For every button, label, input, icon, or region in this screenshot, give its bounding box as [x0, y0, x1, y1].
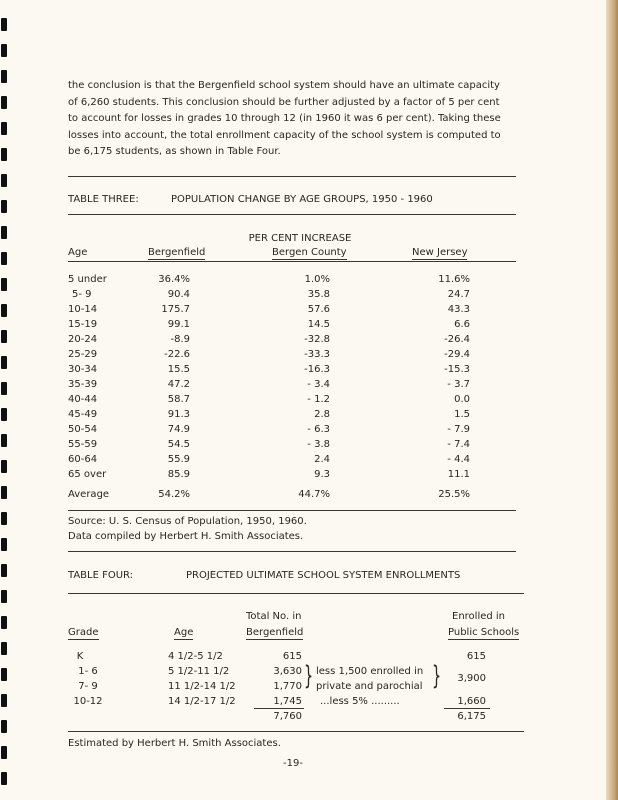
table-row-county: 2.8 — [314, 409, 330, 420]
table-row-nj: 1.5 — [454, 409, 470, 420]
intro-line: losses into account, the total enrollment capacity of the school system is computed to — [68, 129, 501, 141]
table-row-county: 1.0% — [304, 274, 330, 285]
table-row-nj: - 3.7 — [447, 379, 470, 390]
table-three-label: TABLE THREE: — [68, 194, 139, 205]
row-grade: 1- 6 — [78, 666, 98, 677]
table-row-bergenfield: 99.1 — [167, 319, 190, 330]
sum-rule — [254, 708, 304, 709]
divider — [68, 551, 516, 552]
row-total: 1,770 — [273, 681, 302, 692]
table-row-nj: - 7.4 — [447, 439, 470, 450]
table-row-age: 40-44 — [68, 394, 98, 405]
divider — [68, 731, 524, 732]
private-note-line1: less 1,500 enrolled in — [316, 666, 424, 677]
row-grade: K — [76, 651, 84, 662]
table-row-county: 14.5 — [307, 319, 330, 330]
col-header-bergenfield-text: Bergenfield — [148, 247, 206, 258]
col-header-grade — [68, 626, 99, 639]
table-row-bergenfield: 74.9 — [167, 424, 190, 435]
table-row-bergenfield: 36.4% — [158, 274, 190, 285]
per-cent-increase-header: PER CENT INCREASE — [248, 233, 352, 244]
intro-paragraph — [68, 78, 528, 161]
table-row-county: - 3.4 — [307, 379, 330, 390]
col-header-bergen-county-text: Bergen County — [272, 247, 347, 258]
row-enrolled: 1,660 — [457, 696, 486, 707]
table-row-bergenfield: 85.9 — [167, 469, 190, 480]
table-row-bergenfield: 15.5 — [167, 364, 190, 375]
col-header-enrolled-line2-text: Public Schools — [448, 627, 520, 638]
col-header-age-text: Age — [174, 627, 194, 638]
table-row-age: 25-29 — [68, 349, 98, 360]
table-row-nj: - 4.4 — [447, 454, 470, 465]
row-age: 14 1/2-17 1/2 — [168, 696, 236, 707]
loss-note: ...less 5% ......... — [320, 696, 400, 707]
average-row-label: Average — [68, 489, 110, 500]
combined-enrolled: 3,900 — [457, 673, 486, 684]
table-row-age: 30-34 — [68, 364, 98, 375]
col-header-total-line1: Total No. in — [246, 611, 302, 622]
table-row-nj: - 7.9 — [447, 424, 470, 435]
col-header-bergenfield — [148, 246, 205, 259]
table-row-county: - 6.3 — [307, 424, 330, 435]
table-row-county: - 1.2 — [307, 394, 330, 405]
table-row-county: -33.3 — [304, 349, 330, 360]
page-number: -19- — [283, 758, 303, 769]
table-row-bergenfield: 54.5 — [167, 439, 190, 450]
left-brace: } — [304, 661, 314, 691]
enrolled-sum: 6,175 — [457, 711, 486, 722]
col-header-bergen-county — [272, 246, 347, 259]
table-row-nj: 11.1 — [447, 469, 470, 480]
intro-line: to account for losses in grades 10 through 12 (in 1960 it was 6 per cent). Taking these — [68, 113, 501, 124]
table-row-county: 9.3 — [314, 469, 330, 480]
table-three-title: POPULATION CHANGE BY AGE GROUPS, 1950 - 1960 — [171, 194, 433, 205]
row-grade: 10-12 — [73, 696, 103, 707]
table-row-nj: 6.6 — [454, 319, 470, 330]
col-header-total-line2 — [246, 626, 303, 639]
divider — [68, 214, 516, 215]
sum-rule — [444, 708, 490, 709]
table-row-age: 55-59 — [68, 439, 98, 450]
total-sum: 7,760 — [273, 711, 302, 722]
table-row-age: 10-14 — [68, 304, 98, 315]
table-row-nj: -29.4 — [444, 349, 470, 360]
row-age: 5 1/2-11 1/2 — [168, 666, 230, 677]
table-row-nj: 43.3 — [447, 304, 470, 315]
table-four-footnote: Estimated by Herbert H. Smith Associates. — [68, 738, 281, 749]
row-enrolled: 615 — [466, 651, 486, 662]
table-row-bergenfield: 47.2 — [167, 379, 190, 390]
table-row-age: 35-39 — [68, 379, 98, 390]
col-header-new-jersey-text: New Jersey — [412, 247, 468, 258]
table-row-bergenfield: -8.9 — [170, 334, 190, 345]
average-county: 44.7% — [298, 489, 330, 500]
table-row-nj: 24.7 — [447, 289, 470, 300]
table-row-age: 45-49 — [68, 409, 98, 420]
table-row-county: - 3.8 — [307, 439, 330, 450]
table-row-nj: -15.3 — [444, 364, 470, 375]
table-row-age: 60-64 — [68, 454, 98, 465]
table-row-age: 65 over — [68, 469, 107, 480]
table-three-compiled: Data compiled by Herbert H. Smith Associates. — [68, 531, 304, 542]
header-rule — [68, 261, 516, 262]
table-row-age: 5- 9 — [72, 289, 92, 300]
col-header-grade-text: Grade — [68, 627, 99, 638]
table-row-age: 50-54 — [68, 424, 98, 435]
table-three-source: Source: U. S. Census of Population, 1950, 1960. — [68, 516, 307, 527]
col-header-enrolled-line1: Enrolled in — [452, 611, 506, 622]
divider — [68, 593, 524, 594]
col-header-new-jersey — [412, 246, 467, 259]
col-header-total-line2-text: Bergenfield — [246, 627, 304, 638]
table-row-county: -32.8 — [304, 334, 330, 345]
col-header-enrolled-line2 — [448, 626, 519, 639]
row-total: 1,745 — [273, 696, 302, 707]
average-bergenfield: 54.2% — [158, 489, 190, 500]
table-four-label: TABLE FOUR: — [68, 570, 134, 581]
row-age: 4 1/2-5 1/2 — [168, 651, 223, 662]
row-grade: 7- 9 — [78, 681, 98, 692]
average-nj: 25.5% — [438, 489, 470, 500]
table-row-age: 5 under — [68, 274, 107, 285]
table-row-nj: -26.4 — [444, 334, 470, 345]
col-header-age — [174, 626, 193, 639]
divider — [68, 510, 516, 511]
table-row-bergenfield: 90.4 — [167, 289, 190, 300]
col-header-age: Age — [68, 247, 88, 258]
divider — [68, 176, 516, 177]
table-row-bergenfield: 58.7 — [167, 394, 190, 405]
row-total: 615 — [282, 651, 302, 662]
table-row-county: -16.3 — [304, 364, 330, 375]
table-row-bergenfield: -22.6 — [164, 349, 190, 360]
table-row-nj: 0.0 — [454, 394, 470, 405]
table-row-age: 20-24 — [68, 334, 98, 345]
table-row-county: 35.8 — [307, 289, 330, 300]
table-row-county: 57.6 — [307, 304, 330, 315]
table-row-bergenfield: 175.7 — [161, 304, 190, 315]
table-row-age: 15-19 — [68, 319, 98, 330]
table-row-bergenfield: 55.9 — [167, 454, 190, 465]
intro-line: the conclusion is that the Bergenfield school system should have an ultimate capacity — [68, 80, 500, 91]
table-four-title: PROJECTED ULTIMATE SCHOOL SYSTEM ENROLLMENTS — [186, 570, 461, 581]
intro-line: of 6,260 students. This conclusion should be further adjusted by a factor of 5 per cent — [68, 96, 500, 108]
row-age: 11 1/2-14 1/2 — [168, 681, 236, 692]
table-row-county: 2.4 — [314, 454, 330, 465]
table-row-bergenfield: 91.3 — [167, 409, 190, 420]
row-total: 3,630 — [273, 666, 302, 677]
private-note-line2: private and parochial — [316, 681, 423, 692]
table-row-nj: 11.6% — [438, 274, 470, 285]
right-brace: } — [432, 661, 442, 691]
intro-line: be 6,175 students, as shown in Table Four. — [68, 146, 281, 157]
